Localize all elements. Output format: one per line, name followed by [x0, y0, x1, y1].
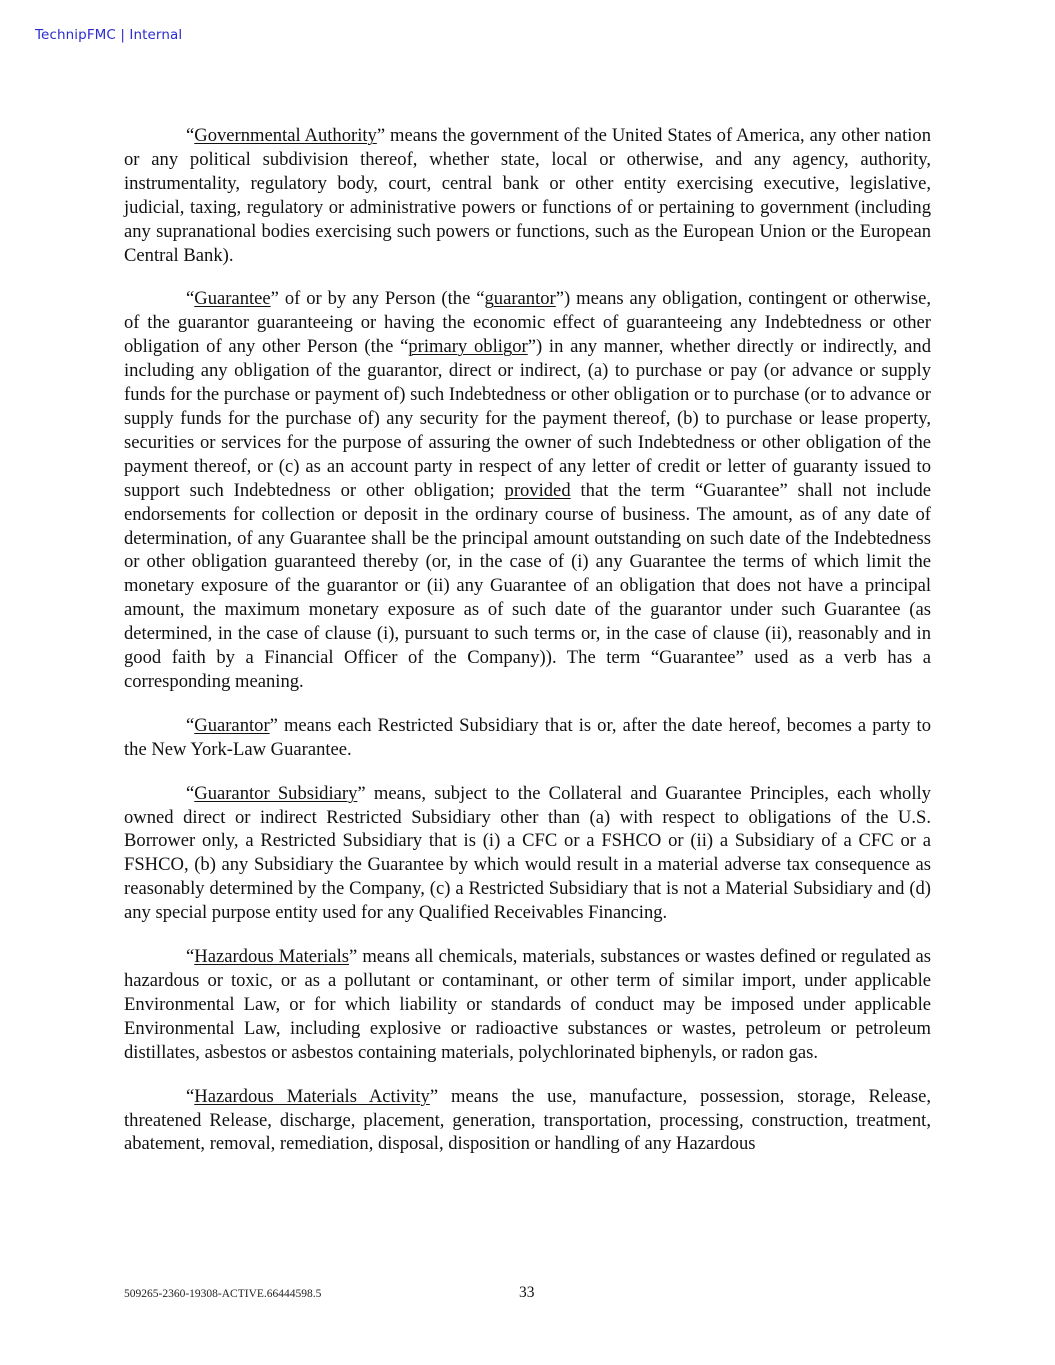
definition-hazardous-materials-activity: [124, 1085, 931, 1157]
classification-label: TechnipFMC | Internal: [35, 27, 183, 43]
definition-hazardous-materials: [124, 945, 931, 1065]
defined-term: provided: [504, 479, 571, 501]
definition-guarantor-subsidiary: [124, 782, 931, 925]
definition-text: “: [186, 946, 195, 968]
document-body: [124, 124, 931, 1156]
definition-guarantor: [124, 714, 931, 762]
definition-text: “: [186, 1085, 195, 1107]
defined-term: Hazardous Materials Activity: [194, 1085, 430, 1107]
defined-term: Guarantor: [194, 714, 270, 736]
definition-guarantee: [124, 287, 931, 693]
defined-term: Governmental Authority: [194, 125, 377, 146]
definition-text: ”) means any obligation, contingent or otherwise, of the guarantor guaranteeing or having the economic effect of guaranteeing any Indebtedness or other obligation of any other Person (the “: [124, 288, 931, 358]
definition-governmental-authority: [124, 124, 931, 267]
page-number: 33: [519, 1284, 535, 1301]
definition-text: “: [186, 125, 195, 146]
definition-text: “: [186, 782, 195, 804]
defined-term: Hazardous Materials: [194, 946, 350, 968]
definition-text: ”) in any manner, whether directly or indirectly, and including any obligation of the guarantor, direct or indirect, (a) to purchase or pay (or advance or supply funds for the purchase or payment of) such Indebtedness or other obligation or to purchase (or to advance or supply funds for the purchase of) any security for the payment thereof, (b) to purchase or lease property, securities or services for the purpose of assuring the owner of such Indebtedness or other obligation of the payment thereof, or (c) as an account party in respect of any letter of credit or letter of guaranty issued to support such Indebtedness or other obligation;: [124, 336, 931, 501]
definition-text: ” means, subject to the Collateral and Guarantee Principles, each wholly owned direct or indirect Restricted Subsidiary other than (a) with respect to obligations of the U.S. Borrower only, a Restricted Subsidiary that is (i) a CFC or a FSHCO or (ii) a Subsidiary of a CFC or a FSHCO, (b) any Subsidiary the Guarantee by which would result in a material adverse tax consequence as reasonably determined by the Company, (c) a Restricted Subsidiary that is not a Material Subsidiary and (d) any special purpose entity used for any Qualified Receivables Financing.: [124, 782, 931, 924]
definition-text: ” means the use, manufacture, possession, storage, Release, threatened Release, discharge, placement, generation, transportation, processing, construction, treatment, abatement, removal, remediation, disposal, disposition or handling of any Hazardous: [124, 1085, 932, 1155]
definition-text: “: [186, 714, 195, 736]
definition-text: ” means the government of the United States of America, any other nation or any political subdivision thereof, whether state, local or otherwise, and any agency, authority, instrumentality, regulatory body, court, central bank or other entity exercising executive, legislative, judicial, taxing, regulatory or administrative powers or functions of or pertaining to government (including any supranational bodies exercising such powers or functions, such as the European Union or the European Central Bank).: [124, 125, 931, 266]
defined-term: primary obligor: [408, 336, 528, 358]
definition-text: ” of or by any Person (the “: [270, 288, 485, 310]
defined-term: Guarantor Subsidiary: [194, 782, 358, 804]
defined-term: guarantor: [484, 288, 556, 310]
document-id: 509265-2360-19308-ACTIVE.66444598.5: [124, 1288, 322, 1300]
definition-text: “: [186, 288, 195, 310]
defined-term: Guarantee: [194, 288, 271, 310]
definition-text: ” means all chemicals, materials, substances or wastes defined or regulated as hazardous or toxic, or as a pollutant or contaminant, or other term of similar import, under applicable Environmental Law, or for which liability or standards of conduct may be imposed under applicable Environmental Law, including explosive or radioactive substances or wastes, petroleum or petroleum distillates, asbestos or asbestos containing materials, polychlorinated biphenyls, or radon gas.: [124, 946, 931, 1063]
definition-text: ” means each Restricted Subsidiary that is or, after the date hereof, becomes a party to the New York-Law Guarantee.: [124, 714, 931, 760]
definition-text: that the term “Guarantee” shall not include endorsements for collection or deposit in the ordinary course of business. The amount, as of any date of determination, of any Guarantee shall be the principal amount outstanding on such date of the Indebtedness or other obligation guaranteed thereby (or, in the case of (i) any Guarantee the terms of which limit the monetary exposure of the guarantor or (ii) any Guarantee of an obligation that does not have a principal amount, the maximum monetary exposure as of such date of the guarantor under such Guarantee (as determined, in the case of clause (i), pursuant to such terms or, in the case of clause (ii), reasonably and in good faith by a Financial Officer of the Company)). The term “Guarantee” used as a verb has a corresponding meaning.: [124, 479, 931, 692]
